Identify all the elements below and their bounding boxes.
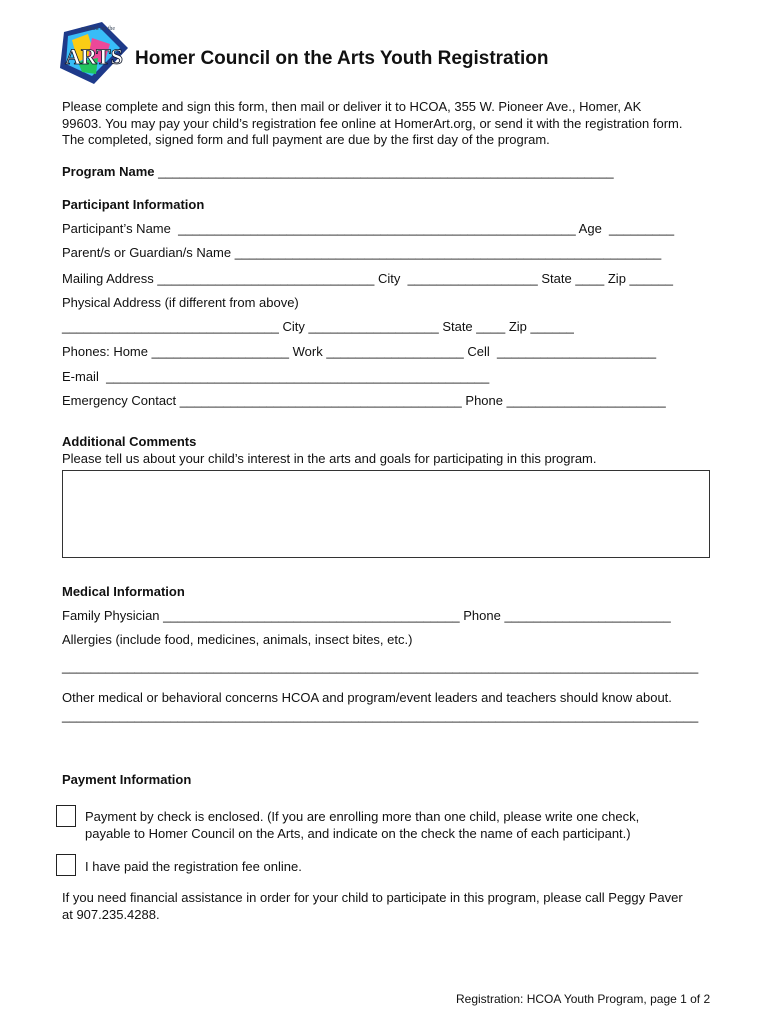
mailing-row bbox=[62, 270, 673, 287]
cell-label: Cell bbox=[467, 344, 490, 359]
other-concerns-field[interactable]: ________________________________________________________________________________________ bbox=[62, 708, 699, 723]
email-field[interactable]: _____________________________________________________ bbox=[106, 369, 490, 384]
age-field[interactable]: _________ bbox=[609, 221, 675, 236]
assistance-line-2: at 907.235.4288. bbox=[62, 907, 160, 922]
zip-field[interactable]: ______ bbox=[629, 271, 673, 286]
physical-label: Physical Address (if different from above) bbox=[62, 295, 299, 310]
emergency-label: Emergency Contact bbox=[62, 393, 177, 408]
physician-field[interactable]: _________________________________________ bbox=[163, 608, 460, 623]
city2-label: City bbox=[282, 319, 305, 334]
state2-label: State bbox=[442, 319, 473, 334]
physical-field[interactable]: ______________________________ bbox=[62, 319, 279, 334]
program-name-row bbox=[62, 163, 614, 180]
phones-row bbox=[62, 343, 656, 360]
emergency-phone-field[interactable]: ______________________ bbox=[506, 393, 666, 408]
mailing-field[interactable]: ______________________________ bbox=[157, 271, 375, 286]
program-name-field[interactable]: _______________________________________________________________ bbox=[158, 164, 614, 179]
age-label: Age bbox=[578, 221, 602, 236]
other-concerns-label: Other medical or behavioral concerns HCOA and program/event leaders and teachers should know about. bbox=[62, 690, 672, 705]
state-field[interactable]: ____ bbox=[575, 271, 605, 286]
phones-home-label: Phones: Home bbox=[62, 344, 148, 359]
participant-heading: Participant Information bbox=[62, 197, 205, 212]
online-payment-checkbox[interactable] bbox=[56, 854, 76, 876]
intro-line-3: The completed, signed form and full payment are due by the first day of the program. bbox=[62, 132, 550, 147]
cell-phone-field[interactable]: ______________________ bbox=[497, 344, 657, 359]
mailing-label: Mailing Address bbox=[62, 271, 154, 286]
check-payment-checkbox[interactable] bbox=[56, 805, 76, 827]
state2-field[interactable]: ____ bbox=[476, 319, 506, 334]
physician-row bbox=[62, 607, 671, 624]
participant-name-label: Participant’s Name bbox=[62, 221, 171, 236]
guardian-field[interactable]: ___________________________________________________________ bbox=[234, 245, 662, 260]
zip-label: Zip bbox=[607, 271, 626, 286]
email-row bbox=[62, 368, 489, 385]
participant-name-row bbox=[62, 220, 674, 237]
check-payment-line-1: Payment by check is enclosed. (If you are enrolling more than one child, please write one check, bbox=[85, 809, 640, 824]
online-payment-label: I have paid the registration fee online. bbox=[85, 859, 302, 874]
zip2-label: Zip bbox=[508, 319, 527, 334]
allergies-label: Allergies (include food, medicines, animals, insect bites, etc.) bbox=[62, 632, 413, 647]
page-footer: Registration: HCOA Youth Program, page 1 of 2 bbox=[456, 992, 711, 1006]
emergency-row bbox=[62, 392, 666, 409]
state-label: State bbox=[541, 271, 572, 286]
city2-field[interactable]: __________________ bbox=[308, 319, 439, 334]
physician-label: Family Physician bbox=[62, 608, 160, 623]
intro-line-1: Please complete and sign this form, then mail or deliver it to HCOA, 355 W. Pioneer Ave., Homer, AK bbox=[62, 99, 642, 114]
check-payment-line-2: payable to Homer Council on the Arts, and indicate on the check the name of each participant.) bbox=[85, 826, 631, 841]
participant-name-field[interactable]: _______________________________________________________ bbox=[178, 221, 576, 236]
comments-prompt: Please tell us about your child’s interest in the arts and goals for participating in this program. bbox=[62, 451, 597, 466]
svg-text:ARTS: ARTS bbox=[65, 44, 123, 69]
medical-heading: Medical Information bbox=[62, 584, 185, 599]
comments-heading: Additional Comments bbox=[62, 434, 197, 449]
guardian-label: Parent/s or Guardian/s Name bbox=[62, 245, 232, 260]
program-name-label: Program Name bbox=[62, 164, 155, 179]
home-phone-field[interactable]: ___________________ bbox=[151, 344, 289, 359]
allergies-field[interactable]: ________________________________________________________________________________________ bbox=[62, 659, 699, 674]
emergency-phone-label: Phone bbox=[465, 393, 503, 408]
hcoa-logo bbox=[58, 18, 130, 86]
payment-heading: Payment Information bbox=[62, 772, 192, 787]
city-label: City bbox=[377, 271, 401, 286]
guardian-row bbox=[62, 244, 661, 261]
city-field[interactable]: __________________ bbox=[407, 271, 538, 286]
physician-phone-label: Phone bbox=[463, 608, 501, 623]
work-phone-field[interactable]: ___________________ bbox=[326, 344, 464, 359]
svg-text:council on the: council on the bbox=[81, 26, 115, 32]
emergency-field[interactable]: _______________________________________ bbox=[179, 393, 462, 408]
comments-textarea[interactable] bbox=[62, 470, 710, 558]
assistance-line-1: If you need financial assistance in order for your child to participate in this program, please call Peggy Paver bbox=[62, 890, 683, 905]
intro-line-2: 99603. You may pay your child’s registration fee online at HomerArt.org, or send it with the registration form. bbox=[62, 116, 683, 131]
page-title: Homer Council on the Arts Youth Registration bbox=[135, 48, 549, 69]
physician-phone-field[interactable]: _______________________ bbox=[504, 608, 671, 623]
email-label: E-mail bbox=[62, 369, 99, 384]
work-label: Work bbox=[292, 344, 323, 359]
zip2-field[interactable]: ______ bbox=[530, 319, 574, 334]
physical-row bbox=[62, 318, 574, 335]
